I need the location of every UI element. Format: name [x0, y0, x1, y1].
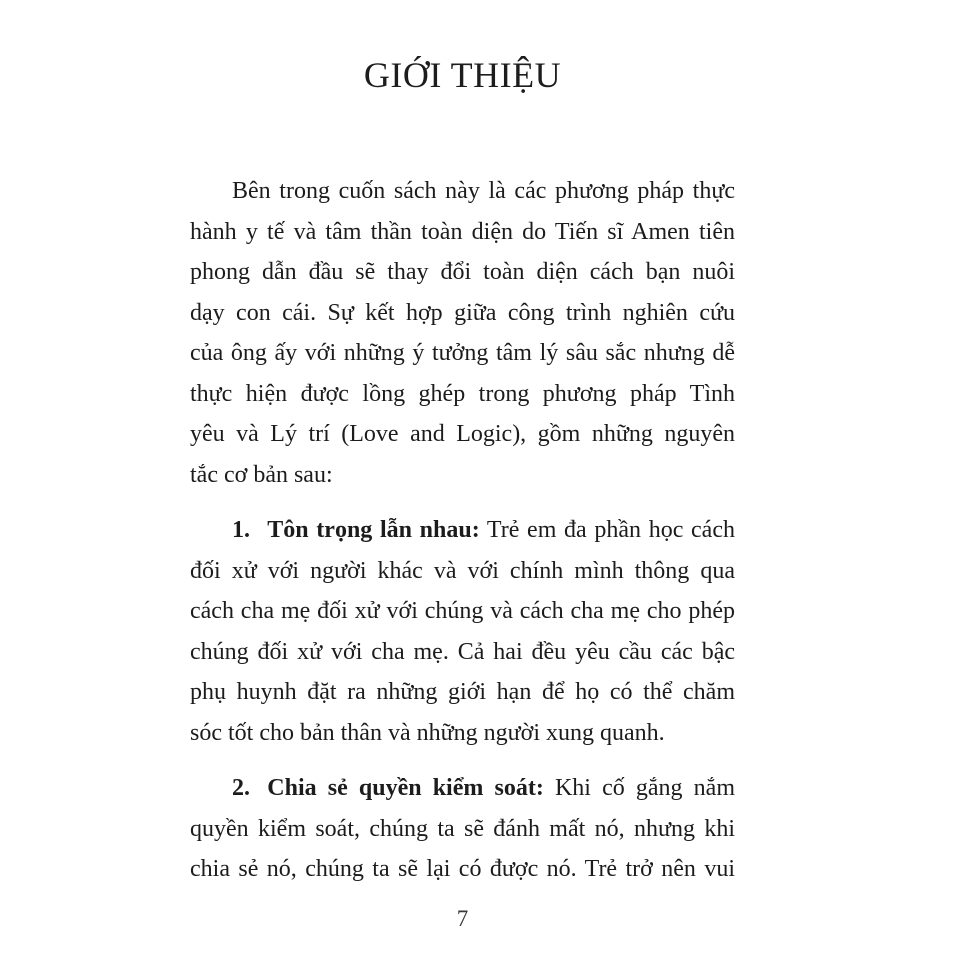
text-line: [190, 551, 735, 592]
text-line: [190, 713, 735, 754]
body-text: phụ huynh đặt ra những giới hạn để họ có thể chăm: [190, 679, 735, 705]
bold-text: Tôn trọng lẫn nhau:: [267, 517, 480, 543]
body-text: hành y tế và tâm thần toàn diện do Tiến sĩ Amen tiên: [190, 218, 735, 245]
intro-paragraph: [190, 171, 735, 495]
body-text: tắc cơ bản sau:: [190, 461, 333, 488]
page-number: 7: [456, 905, 469, 931]
body-text: cách cha mẹ đối xử với chúng và cách cha mẹ cho phép: [190, 598, 735, 624]
text-line: [190, 252, 735, 293]
body-text: phong dẫn đầu sẽ thay đổi toàn diện cách bạn nuôi: [190, 259, 735, 285]
text-line: [190, 591, 735, 632]
text-line: [190, 849, 735, 890]
text-line: [190, 768, 735, 809]
body-text: đối xử với người khác và với chính mình thông qua: [190, 557, 735, 584]
text-line: [190, 455, 735, 496]
bold-text: Chia sẻ quyền kiểm soát:: [267, 775, 544, 801]
body-text: chia sẻ nó, chúng ta sẽ lại có được nó. Trẻ trở nên vui: [190, 856, 735, 882]
chapter-title: GIỚI THIỆU: [363, 55, 562, 95]
text-line: [190, 171, 735, 212]
text-line: [190, 809, 735, 850]
text-line: [190, 510, 735, 551]
body-text: sóc tốt cho bản thân và những người xung quanh.: [190, 719, 665, 746]
body-text: chúng đối xử với cha mẹ. Cả hai đều yêu cầu các bậc: [190, 638, 735, 665]
body-text: yêu và Lý trí (Love and Logic), gồm những nguyên: [190, 421, 735, 447]
list-item-1: [190, 510, 735, 753]
text-line: [190, 293, 735, 334]
bold-text: 1.: [232, 517, 250, 543]
page-body: [190, 171, 735, 890]
body-text: thực hiện được lồng ghép trong phương pháp Tình: [190, 380, 735, 407]
body-text: Trẻ em đa phần học cách: [479, 517, 735, 543]
body-text: Bên trong cuốn sách này là các phương pháp thực: [232, 178, 735, 204]
text-line: [190, 632, 735, 673]
body-text: dạy con cái. Sự kết hợp giữa công trình nghiên cứu: [190, 299, 735, 326]
body-text: Khi cố gắng nắm: [543, 775, 735, 801]
body-text: của ông ấy với những ý tưởng tâm lý sâu sắc nhưng dễ: [190, 340, 735, 366]
text-line: [190, 374, 735, 415]
bold-text: 2.: [232, 775, 250, 801]
list-item-2: [190, 768, 735, 890]
text-line: [190, 333, 735, 374]
text-line: [190, 672, 735, 713]
body-text: quyền kiểm soát, chúng ta sẽ đánh mất nó, nhưng khi: [190, 815, 735, 842]
text-line: [190, 212, 735, 253]
text-line: [190, 414, 735, 455]
